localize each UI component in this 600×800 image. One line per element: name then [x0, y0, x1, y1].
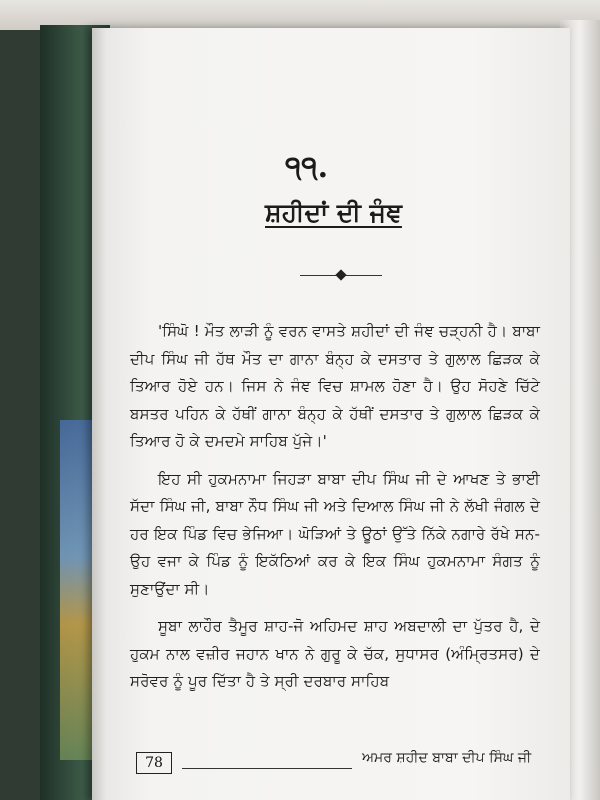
title-ornament	[300, 271, 382, 281]
page-footer	[130, 750, 550, 776]
footer-rule	[182, 768, 352, 769]
chapter-title: ਸ਼ਹੀਦਾਂ ਦੀ ਜੰਞ	[265, 198, 402, 227]
paragraph: ਇਹ ਸੀ ਹੁਕਮਨਾਮਾ ਜਿਹੜਾ ਬਾਬਾ ਦੀਪ ਸਿੰਘ ਜੀ ਦੇ ਆਖਣ ਤੇ ਭਾਈ ਸੱਦਾ ਸਿੰਘ ਜੀ, ਬਾਬਾ ਨੌਧ ਸਿੰਘ ਜੀ ਅਤੇ ਦਿਆਲ ਸਿੰਘ ਜੀ ਨੇ ਲੱਖੀ ਜੰਗਲ ਦੇ ਹਰ ਇਕ ਪਿੰਡ ਵਿਚ ਭੇਜਿਆ। ਘੋੜਿਆਂ ਤੇ ਊਠਾਂ ਉੱਤੇ ਨਿੱਕੇ ਨਗਾਰੇ ਰੱਖੇ ਸਨ-ਉਹ ਵਜਾ ਕੇ ਪਿੰਡ ਨੂੰ ਇਕੱਠਿਆਂ ਕਰ ਕੇ ਇਕ ਸਿੰਘ ਹੁਕਮਨਾਮਾ ਸੰਗਤ ਨੂੰ ਸੁਣਾਉਂਦਾ ਸੀ।	[130, 469, 540, 598]
running-title: ਅਮਰ ਸ਼ਹੀਦ ਬਾਬਾ ਦੀਪ ਸਿੰਘ ਜੀ	[362, 750, 532, 766]
ornament-diamond-icon	[335, 269, 346, 280]
paragraph: ਸੂਬਾ ਲਾਹੌਰ ਤੈਮੂਰ ਸ਼ਾਹ-ਜੋ ਅਹਿਮਦ ਸ਼ਾਹ ਅਬਦਾਲੀ ਦਾ ਪੁੱਤਰ ਹੈ, ਦੇ ਹੁਕਮ ਨਾਲ ਵਜ਼ੀਰ ਜਹਾਨ ਖਾਨ ਨੇ ਗੁਰੂ ਕੇ ਚੱਕ, ਸੁਧਾਸਰ (ਅੰਮ੍ਰਿਤਸਰ) ਦੇ ਸਰੋਵਰ ਨੂੰ ਪੂਰ ਦਿੱਤਾ ਹੈ ਤੇ ਸ੍ਰੀ ਦਰਬਾਰ ਸਾਹਿਬ	[130, 617, 540, 690]
chapter-number: ੧੧.	[285, 150, 329, 185]
paragraph: 'ਸਿੰਘੋ ! ਮੌਤ ਲਾੜੀ ਨੂੰ ਵਰਨ ਵਾਸਤੇ ਸ਼ਹੀਦਾਂ ਦੀ ਜੰਞ ਚੜ੍ਹਨੀ ਹੈ। ਬਾਬਾ ਦੀਪ ਸਿੰਘ ਜੀ ਹੱਥ ਮੌਤ ਦਾ ਗਾਨਾ ਬੰਨ੍ਹ ਕੇ ਦਸਤਾਰ ਤੇ ਗੁਲਾਲ ਛਿੜਕ ਕੇ ਤਿਆਰ ਹੋਏ ਹਨ। ਜਿਸ ਨੇ ਜੰਞ ਵਿਚ ਸ਼ਾਮਲ ਹੋਣਾ ਹੈ। ਉਹ ਸੋਹਣੇ ਚਿੱਟੇ ਬਸਤਰ ਪਹਿਨ ਕੇ ਹੱਥੀਂ ਗਾਨਾ ਬੰਨ੍ਹ ਕੇ ਹੱਥੀਂ ਦਸਤਾਰ ਤੇ ਗੁਲਾਲ ਛਿੜਕ ਕੇ ਤਿਆਰ ਹੋ ਕੇ ਦਮਦਮੇ ਸਾਹਿਬ ਪੁੱਜੇ।'	[130, 322, 540, 450]
body-text	[130, 318, 540, 706]
ornament-line-right	[346, 275, 382, 276]
page-number: 78	[136, 752, 172, 774]
ornament-line-left	[300, 275, 336, 276]
